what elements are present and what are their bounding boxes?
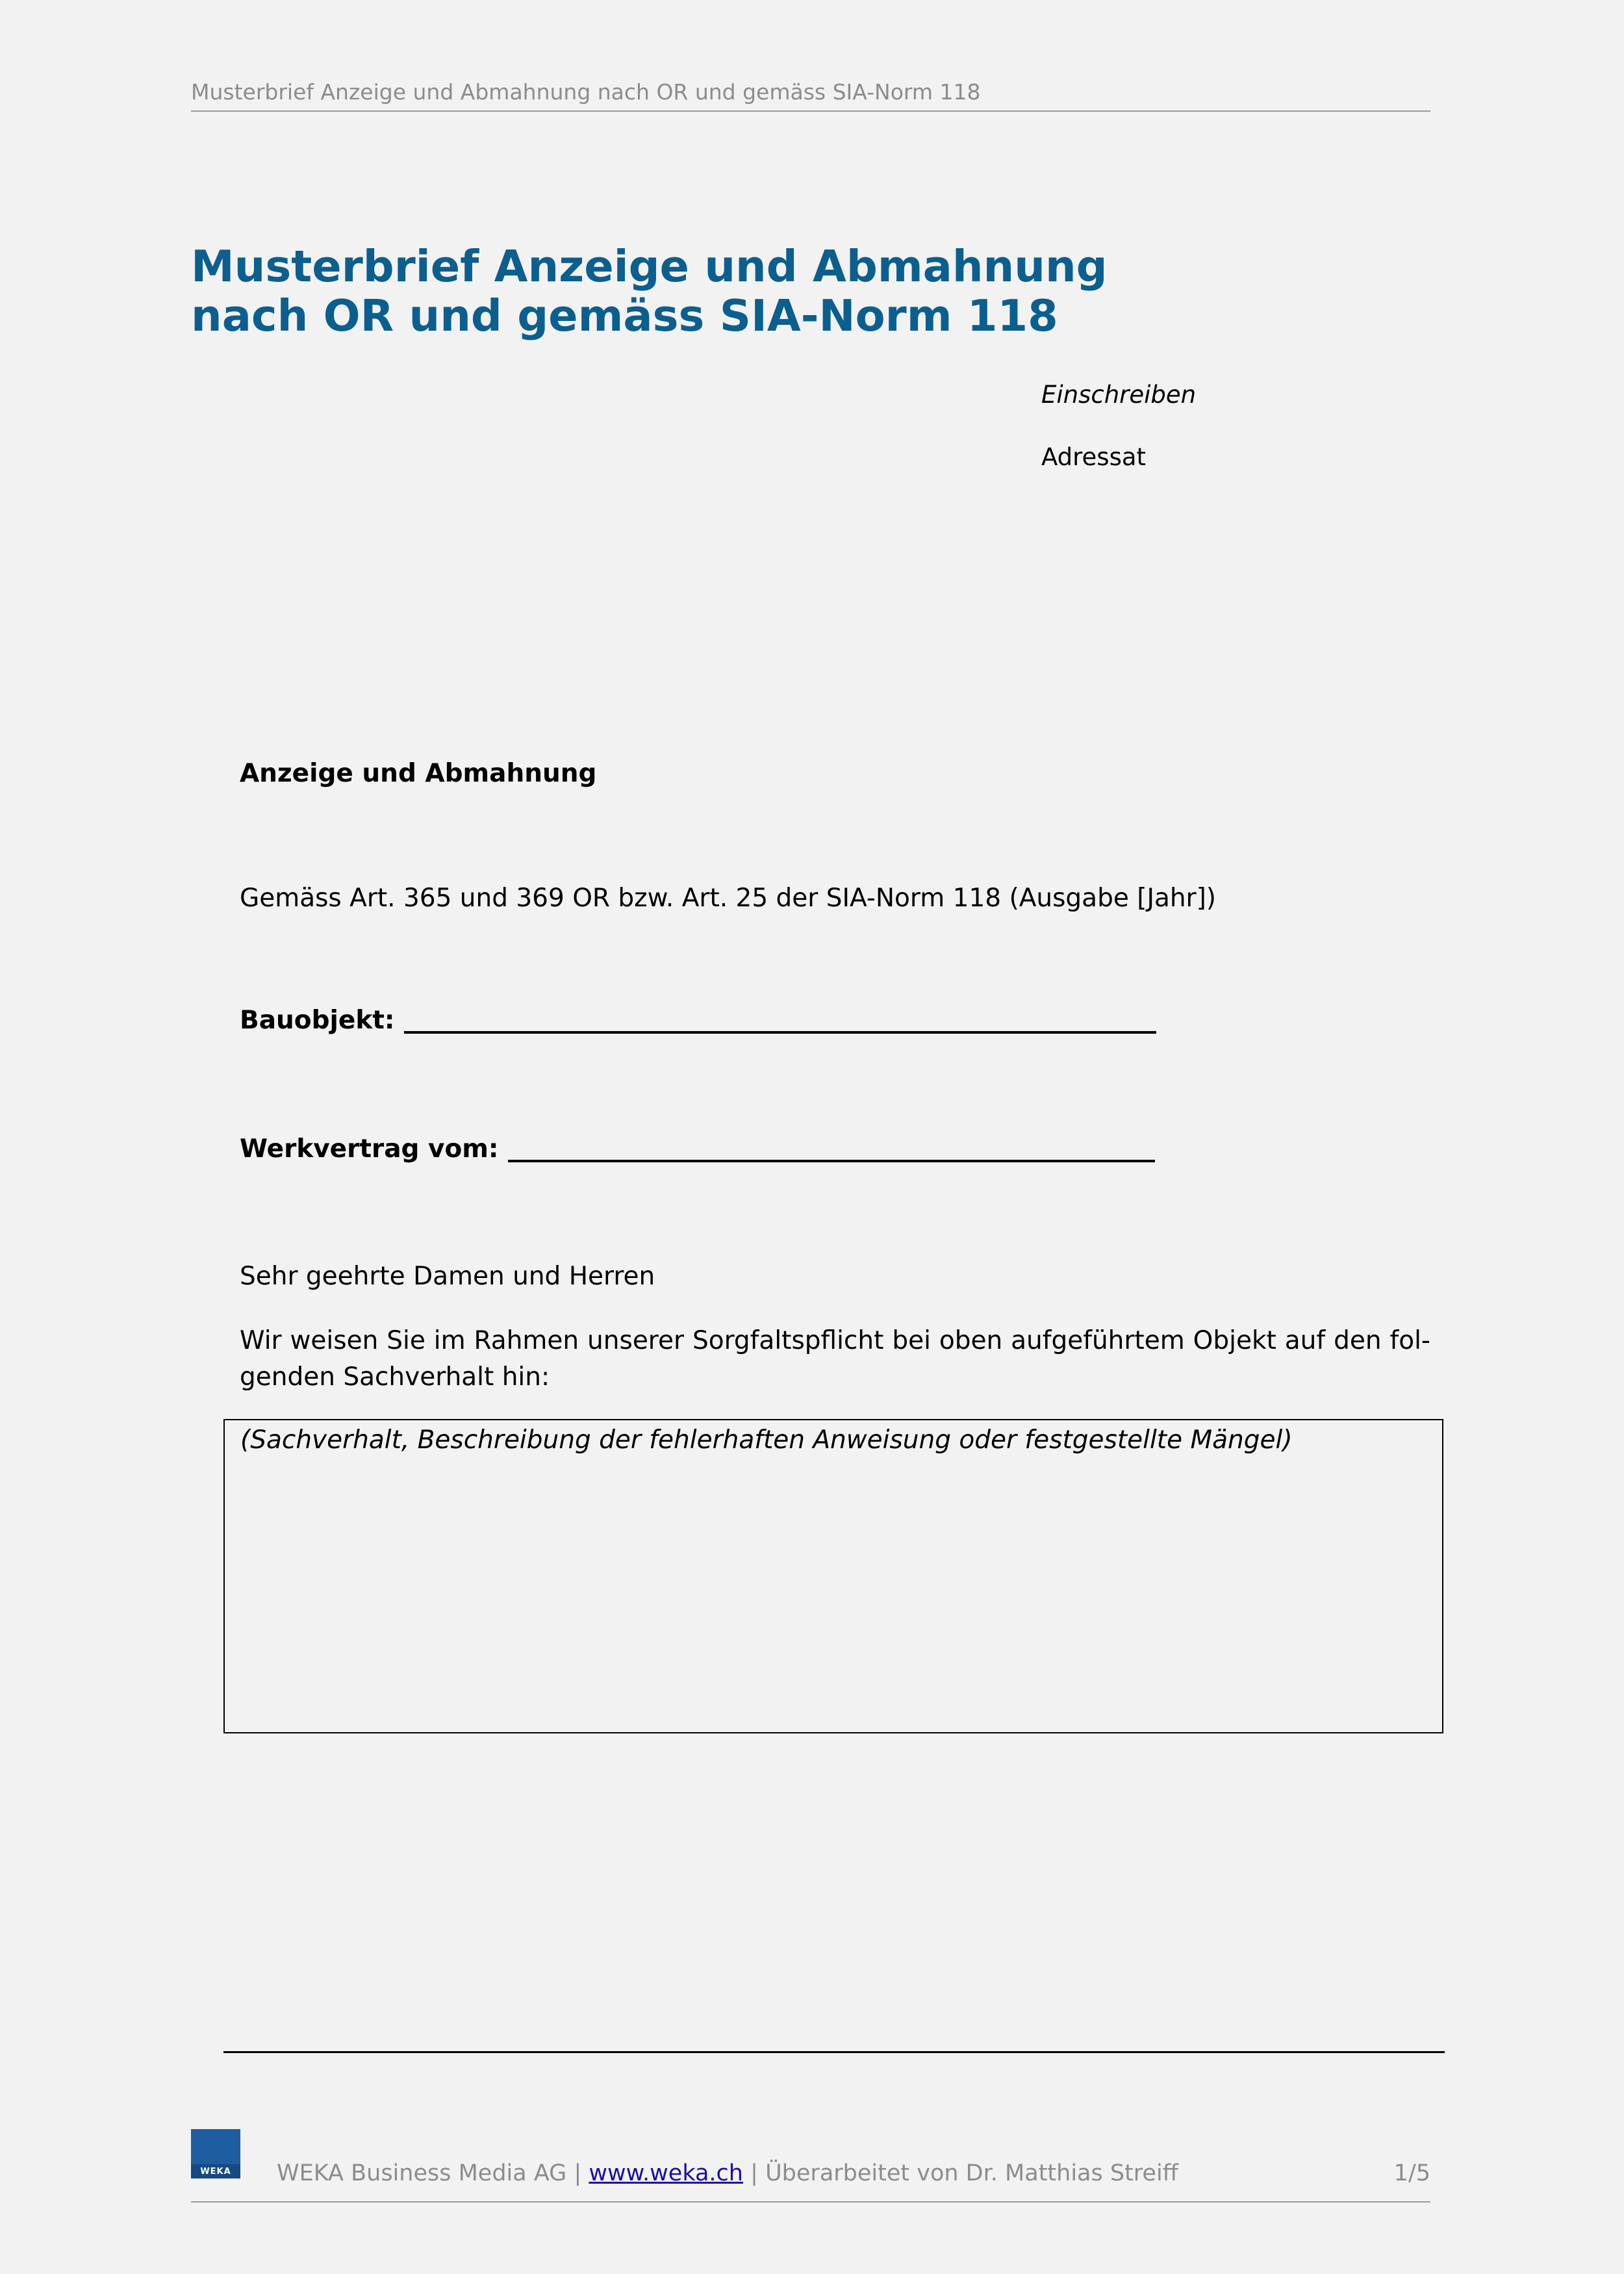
footer-company: WEKA Business Media AG (277, 2160, 567, 2186)
bauobjekt-blank-line[interactable] (404, 1031, 1156, 1034)
running-header: Musterbrief Anzeige und Abmahnung nach OR und gemäss SIA-Norm 118 (191, 79, 981, 105)
intro-paragraph-text: Wir weisen Sie im Rahmen unserer Sorgfaltspflicht bei oben aufgeführtem Objekt auf den fol-genden Sachverhalt hin: (240, 1326, 1430, 1392)
document-title-line-1: Musterbrief Anzeige und Abmahnung (191, 241, 1108, 292)
addressee: Adressat (1041, 443, 1147, 471)
weka-logo (191, 2129, 240, 2178)
footer-divider (223, 2051, 1445, 2053)
footer-separator-2: | (750, 2160, 758, 2186)
werkvertrag-field (240, 1134, 1155, 1164)
footer-bottom-divider (191, 2201, 1430, 2203)
legal-basis: Gemäss Art. 365 und 369 OR bzw. Art. 25 der SIA-Norm 118 (Ausgabe [Jahr]) (240, 884, 1217, 913)
werkvertrag-blank-line[interactable] (508, 1160, 1155, 1162)
intro-paragraph (240, 1323, 1430, 1396)
facts-description-placeholder: (Sachverhalt, Beschreibung der fehlerhaften Anweisung oder festgestellte Mängel) (240, 1425, 1293, 1455)
footer-separator-1: | (574, 2160, 582, 2186)
document-title (191, 242, 1425, 340)
salutation: Sehr geehrte Damen und Herren (240, 1262, 655, 1291)
delivery-type: Einschreiben (1041, 381, 1197, 409)
werkvertrag-label: Werkvertrag vom: (240, 1134, 499, 1164)
letter-subject: Anzeige und Abmahnung (240, 759, 597, 788)
document-title-line-2: nach OR und gemäss SIA-Norm 118 (191, 290, 1058, 341)
facts-description-box[interactable] (223, 1419, 1443, 1733)
bauobjekt-label: Bauobjekt: (240, 1006, 395, 1035)
footer-text (277, 2160, 1178, 2186)
weka-logo-text: WEKA (200, 2167, 231, 2177)
footer-website-link[interactable]: www.weka.ch (589, 2160, 743, 2186)
header-divider (191, 110, 1430, 112)
page-number: 1/5 (1393, 2160, 1430, 2186)
bauobjekt-field (240, 1006, 1156, 1035)
footer-revised-by: Überarbeitet von Dr. Matthias Streiff (765, 2160, 1178, 2186)
